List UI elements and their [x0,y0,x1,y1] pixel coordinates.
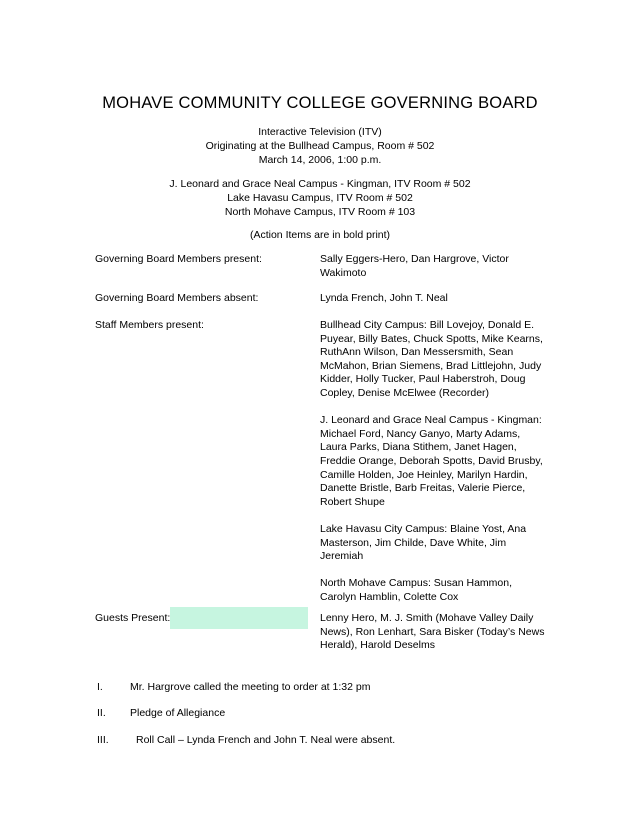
board-absent-value: Lynda French, John T. Neal [320,292,448,304]
staff-kingman: J. Leonard and Grace Neal Campus - Kingman: Michael Ford, Nancy Ganyo, Marty Adams, Laura Parks, Diana Stithem, Janet Hagen, Freddie Orange, Deborah Spotts, David Brusby, Camille Holden, Joe Heinley, Marilyn Hardin, Danette Bristle, Barb Freitas, Valerie Pierce, Robert Shupe [320,414,543,508]
header-date: March 14, 2006, 1:00 p.m. [258,154,382,166]
board-absent-label: Governing Board Members absent: [95,292,259,304]
location-kingman: J. Leonard and Grace Neal Campus - Kingman, ITV Room # 502 [169,178,471,190]
guests-highlight [170,607,308,629]
location-north-mohave: North Mohave Campus, ITV Room # 103 [224,206,416,218]
staff-label: Staff Members present: [95,319,204,331]
agenda-num-3: III. [97,734,109,746]
agenda-num-1: I. [97,681,103,693]
staff-list [320,319,548,618]
staff-bullhead: Bullhead City Campus: Bill Lovejoy, Donald E. Puyear, Billy Bates, Chuck Spotts, Mike Kearns, RuthAnn Wilson, Dan Messersmith, Sean McMahon, Brian Siemens, Brad Littlejohn, Judy Kidder, Holly Tucker, Paul Haberstroh, Doug Copley, Denise McElwee (Recorder) [320,319,543,399]
agenda-text-3: Roll Call – Lynda French and John T. Neal were absent. [136,734,396,746]
guests-label: Guests Present: [95,612,171,624]
agenda-num-2: II. [97,707,106,719]
header-itv: Interactive Television (ITV) [258,126,382,138]
action-items-note: (Action Items are in bold print) [249,229,391,241]
document-title: MOHAVE COMMUNITY COLLEGE GOVERNING BOARD [102,94,538,112]
guests-value: Lenny Hero, M. J. Smith (Mohave Valley Daily News), Ron Lenhart, Sara Bisker (Today’s News Herald), Harold Deselms [320,612,545,652]
header-origin: Originating at the Bullhead Campus, Room # 502 [205,140,435,152]
agenda-text-1: Mr. Hargrove called the meeting to order at 1:32 pm [130,681,371,693]
board-present-label: Governing Board Members present: [95,253,262,265]
board-present-value: Sally Eggers-Hero, Dan Hargrove, Victor Wakimoto [320,253,509,279]
staff-lake-havasu: Lake Havasu City Campus: Blaine Yost, Ana Masterson, Jim Childe, Dave White, Jim Jeremiah [320,522,527,563]
agenda-text-2: Pledge of Allegiance [130,707,226,719]
location-lake-havasu: Lake Havasu Campus, ITV Room # 502 [227,192,413,204]
staff-north-mohave: North Mohave Campus: Susan Hammon, Carolyn Hamblin, Colette Cox [320,577,512,603]
